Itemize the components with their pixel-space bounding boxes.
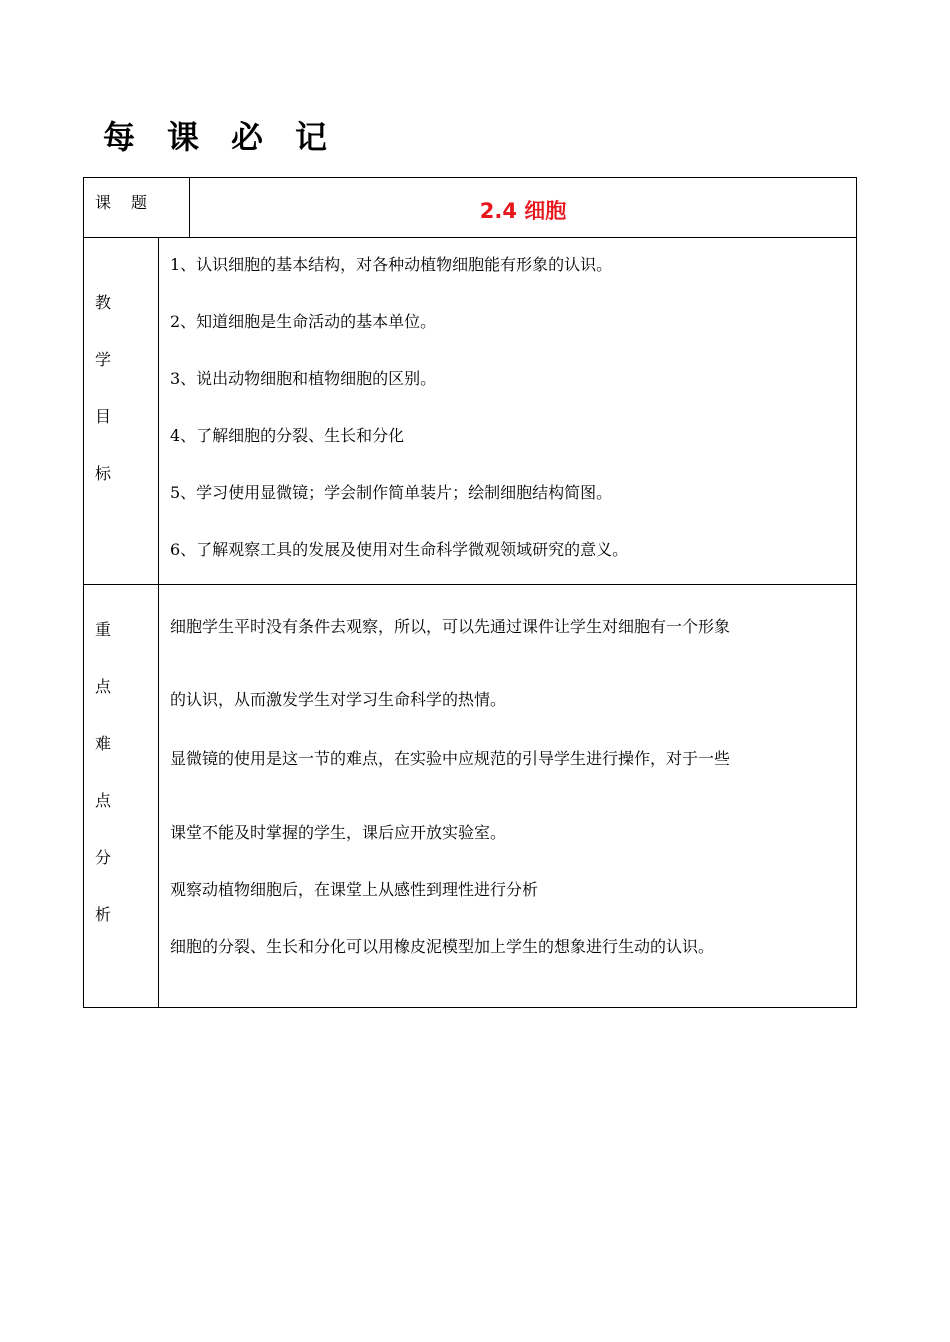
page-heading bbox=[103, 112, 359, 158]
label-char: 重 bbox=[94, 620, 111, 639]
topic-label bbox=[95, 190, 167, 213]
label-char: 点 bbox=[94, 791, 111, 810]
objective-item: 1、认识细胞的基本结构，对各种动植物细胞能有形象的认识。 bbox=[170, 255, 613, 274]
label-char: 点 bbox=[94, 677, 111, 696]
label-char: 分 bbox=[94, 848, 111, 867]
lesson-title: 2.4 细胞 bbox=[479, 199, 567, 223]
topic-label-char: 题 bbox=[131, 193, 148, 212]
analysis-line: 课堂不能及时掌握的学生，课后应开放实验室。 bbox=[170, 823, 507, 842]
row-divider bbox=[83, 584, 857, 585]
objective-item: 4、了解细胞的分裂、生长和分化 bbox=[170, 426, 405, 445]
label-char: 学 bbox=[94, 350, 111, 369]
label-char: 标 bbox=[94, 464, 111, 483]
heading-char: 必 bbox=[231, 118, 264, 156]
label-char: 析 bbox=[94, 905, 111, 924]
objective-item: 3、说出动物细胞和植物细胞的区别。 bbox=[170, 369, 437, 388]
label-char: 难 bbox=[94, 734, 111, 753]
objective-item: 2、知道细胞是生命活动的基本单位。 bbox=[170, 312, 437, 331]
col-divider bbox=[158, 237, 159, 1008]
topic-label-char: 课 bbox=[95, 193, 112, 212]
objective-item: 5、学习使用显微镜；学会制作简单装片；绘制细胞结构简图。 bbox=[170, 483, 613, 502]
heading-char: 课 bbox=[167, 118, 200, 156]
heading-char: 每 bbox=[103, 118, 136, 156]
analysis-line: 细胞的分裂、生长和分化可以用橡皮泥模型加上学生的想象进行生动的认识。 bbox=[170, 937, 715, 956]
analysis-line: 显微镜的使用是这一节的难点，在实验中应规范的引导学生进行操作，对于一些 bbox=[170, 749, 731, 768]
analysis-line: 观察动植物细胞后，在课堂上从感性到理性进行分析 bbox=[170, 880, 539, 899]
objective-item: 6、了解观察工具的发展及使用对生命科学微观领域研究的意义。 bbox=[170, 540, 629, 559]
heading-char: 记 bbox=[295, 118, 328, 156]
row-divider bbox=[83, 237, 857, 238]
analysis-line: 的认识，从而激发学生对学习生命科学的热情。 bbox=[170, 690, 507, 709]
label-char: 目 bbox=[94, 407, 111, 426]
label-char: 教 bbox=[94, 293, 111, 312]
analysis-line: 细胞学生平时没有条件去观察，所以，可以先通过课件让学生对细胞有一个形象 bbox=[170, 617, 731, 636]
objectives-label bbox=[91, 290, 115, 518]
analysis-label bbox=[91, 617, 115, 959]
